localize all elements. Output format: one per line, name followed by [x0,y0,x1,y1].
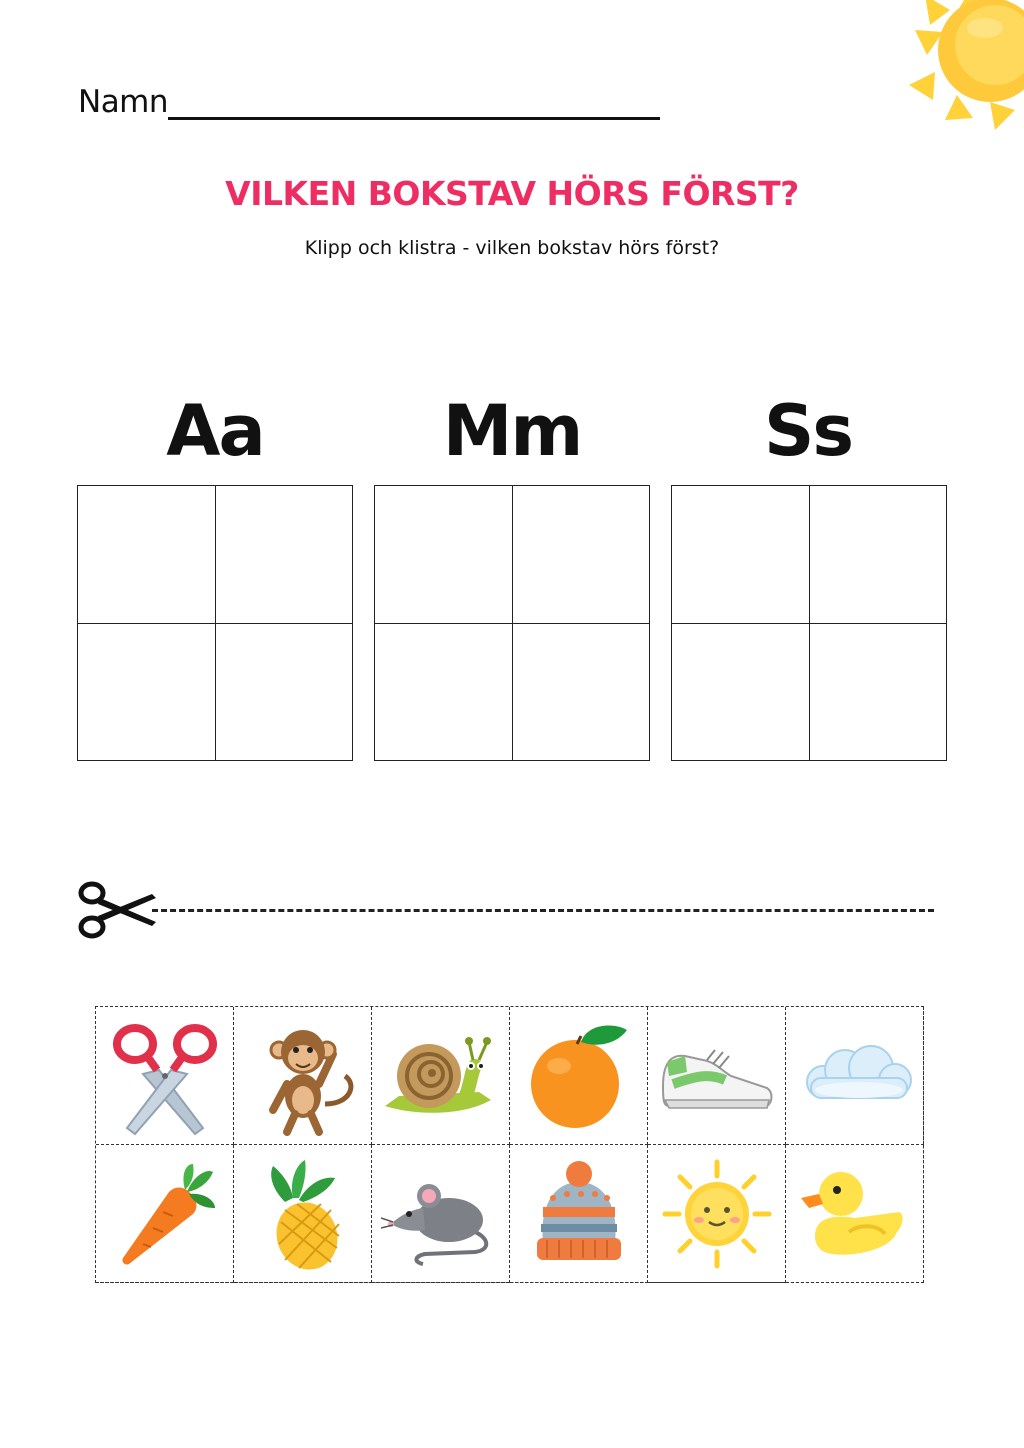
card-sneaker[interactable] [648,1007,786,1145]
sneaker-icon [655,1014,779,1138]
mouse-icon [379,1152,503,1276]
card-snail[interactable] [372,1007,510,1145]
card-pineapple[interactable] [234,1145,372,1283]
card-orange[interactable] [510,1007,648,1145]
sun-icon [655,1152,779,1276]
letter-heading-m: Mm [442,390,582,472]
monkey-icon [241,1014,365,1138]
cut-line [152,909,934,912]
duck-icon [793,1152,917,1276]
scissors-cut-icon [76,880,160,940]
picture-cards [95,1006,924,1283]
worksheet-title: VILKEN BOKSTAV HÖRS FÖRST? [225,174,799,213]
scissors-icon [103,1014,227,1138]
card-monkey[interactable] [234,1007,372,1145]
card-cloud[interactable] [786,1007,924,1145]
card-duck[interactable] [786,1145,924,1283]
cloud-icon [793,1014,917,1138]
pineapple-icon [241,1152,365,1276]
letter-heading-a: Aa [166,390,264,472]
name-label: Namn [78,84,169,120]
orange-icon [517,1014,641,1138]
card-scissors[interactable] [96,1007,234,1145]
paste-grid-a[interactable] [77,485,353,761]
hat-icon [517,1152,641,1276]
card-mouse[interactable] [372,1145,510,1283]
card-carrot[interactable] [96,1145,234,1283]
card-sun[interactable] [648,1145,786,1283]
name-write-line[interactable] [168,117,660,120]
snail-icon [379,1014,503,1138]
paste-grid-s[interactable] [671,485,947,761]
paste-grid-m[interactable] [374,485,650,761]
carrot-icon [103,1152,227,1276]
sun-decoration-icon [905,0,1024,140]
letter-heading-s: Ss [763,390,853,472]
worksheet-instructions: Klipp och klistra - vilken bokstav hörs först? [304,237,720,259]
card-hat[interactable] [510,1145,648,1283]
